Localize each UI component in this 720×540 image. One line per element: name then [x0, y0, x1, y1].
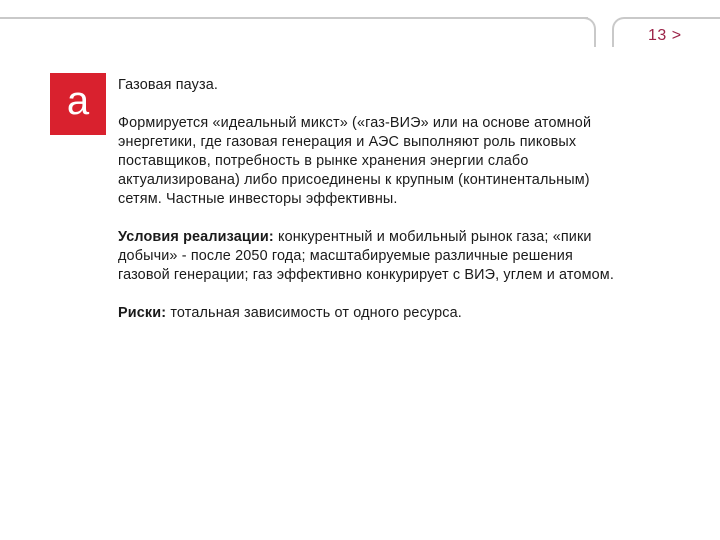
- slide-content: [118, 76, 618, 323]
- conditions-text: конкурентный и мобильный рынок газа; «пики добычи» - после 2050 года; масштабируемые различные решения газовой генерации; газ эффективно конкурирует с ВИЭ, углем и атомом.: [118, 229, 614, 283]
- description-paragraph: Формируется «идеальный микст» («газ-ВИЭ» или на основе атомной энергетики, где газовая генерация и АЭС выполняют роль пиковых поставщиков, потребность в рынке хранения энергии слабо актуализирована) либо присоединены к крупным (континентальным) сетям. Частные инвесторы эффективны.: [118, 115, 592, 207]
- frame-curve-left: [578, 17, 596, 47]
- conditions-paragraph: [118, 228, 618, 285]
- letter-badge: a: [50, 73, 106, 135]
- risks-label: Риски:: [118, 305, 167, 321]
- frame-line-top-left: [0, 17, 588, 19]
- frame-curve-right: [612, 17, 642, 47]
- frame-line-top-right: [636, 17, 720, 19]
- risks-text: тотальная зависимость от одного ресурса.: [166, 305, 462, 321]
- risks-paragraph: [118, 304, 618, 323]
- slide-heading: Газовая пауза.: [118, 77, 219, 93]
- page-number: 13 >: [648, 27, 682, 44]
- conditions-label: Условия реализации:: [118, 229, 274, 245]
